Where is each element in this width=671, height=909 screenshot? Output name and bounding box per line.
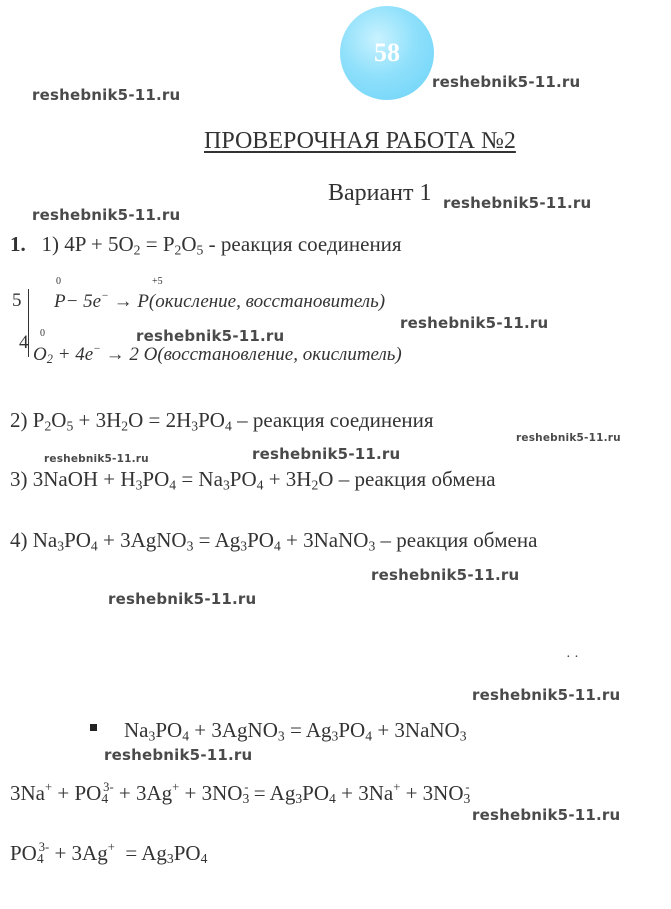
ionic-molecular: $Na_3PO_4$ + 3AgNO$_3$ = $Ag_3PO_4$ + 3NaNO$_3$ — [124, 718, 467, 744]
balance-line-1: P− 5e− → P(окисление, восстановитель) — [54, 290, 386, 312]
watermark: reshebnik5-11.ru — [252, 445, 401, 463]
stray-marks: · · — [566, 650, 579, 665]
watermark: reshebnik5-11.ru — [32, 86, 181, 104]
watermark: reshebnik5-11.ru — [443, 194, 592, 212]
watermark: reshebnik5-11.ru — [516, 432, 621, 444]
reaction-2: 2) $P_2O_5 + 3H_2O = 2H_3PO_4$ – реакция соединения — [10, 408, 434, 434]
ionic-full: $3Na^+ + PO_4^{3-} + 3Ag^+ + 3NO_3^- = Ag_3PO_4 + 3Na^+ + 3NO_3^-$ — [10, 780, 471, 807]
page-title: ПРОВЕРОЧНАЯ РАБОТА №2 — [204, 128, 516, 154]
bullet-marker — [90, 724, 97, 731]
reaction-3: 3) 3NaOH + $H_3PO_4 = Na_3PO_4 + 3H_2O$ – реакция обмена — [10, 467, 496, 493]
watermark: reshebnik5-11.ru — [108, 590, 257, 608]
watermark: reshebnik5-11.ru — [44, 453, 149, 465]
variant-label: Вариант 1 — [328, 180, 432, 206]
reaction-4: 4) $Na_3PO_4$ + 3AgNO$_3$ = $Ag_3PO_4$ + 3NaNO$_3$ – реакция обмена — [10, 528, 538, 554]
watermark: reshebnik5-11.ru — [472, 686, 621, 704]
balance-line-2: $O_2 + 4e^- \to 2$ O(восстановление, окислитель) — [33, 343, 402, 367]
page-number-badge — [340, 6, 434, 100]
watermark: reshebnik5-11.ru — [400, 314, 549, 332]
balance-coef-1: 5 — [12, 290, 22, 311]
watermark: reshebnik5-11.ru — [371, 566, 520, 584]
watermark: reshebnik5-11.ru — [472, 806, 621, 824]
watermark: reshebnik5-11.ru — [136, 327, 285, 345]
task-number: 1. — [10, 232, 26, 256]
reaction-1: 1. 1) $4P + 5O_2 = P_2O_5$ - реакция соединения — [10, 232, 402, 258]
ionic-short: $PO_4^{3-} + 3Ag^+ = Ag_3PO_4$ — [10, 840, 208, 867]
watermark: reshebnik5-11.ru — [32, 206, 181, 224]
watermark: reshebnik5-11.ru — [104, 746, 253, 764]
page-number: 58 — [374, 38, 400, 67]
balance-coef-2: 4 — [19, 332, 29, 353]
watermark: reshebnik5-11.ru — [432, 73, 581, 91]
